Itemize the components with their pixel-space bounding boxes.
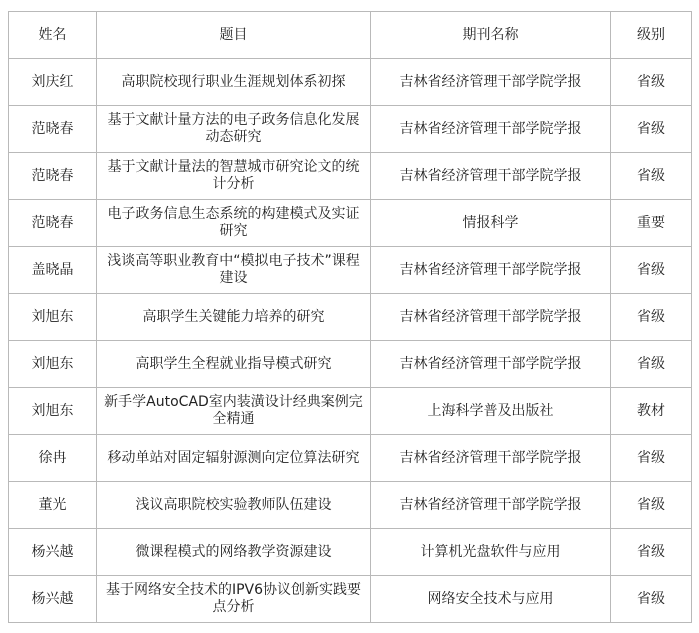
cell-level: 省级 (611, 529, 692, 576)
cell-journal: 吉林省经济管理干部学院学报 (371, 59, 611, 106)
cell-title (97, 247, 371, 294)
cell-title (97, 435, 371, 482)
header-name: 姓名 (9, 12, 97, 59)
cell-author: 盖晓晶 (9, 247, 97, 294)
cell-level: 省级 (611, 247, 692, 294)
table-header-row (9, 12, 692, 59)
cell-level: 省级 (611, 576, 692, 623)
cell-title-text: 基于网络安全技术的IPV6协议创新实践要点分析 (105, 582, 362, 615)
cell-title-text: 新手学AutoCAD室内装潢设计经典案例完全精通 (104, 394, 363, 427)
cell-journal: 吉林省经济管理干部学院学报 (371, 153, 611, 200)
cell-title (97, 294, 371, 341)
cell-level: 教材 (611, 388, 692, 435)
cell-journal: 网络安全技术与应用 (371, 576, 611, 623)
table-row (9, 341, 692, 388)
table-row (9, 247, 692, 294)
cell-title (97, 482, 371, 529)
header-journal: 期刊名称 (371, 12, 611, 59)
cell-journal: 吉林省经济管理干部学院学报 (371, 106, 611, 153)
cell-title-text: 高职学生全程就业指导模式研究 (135, 355, 332, 372)
cell-journal: 计算机光盘软件与应用 (371, 529, 611, 576)
header-title: 题目 (97, 12, 371, 59)
cell-title (97, 388, 371, 435)
table-row (9, 529, 692, 576)
cell-journal: 情报科学 (371, 200, 611, 247)
cell-author: 杨兴越 (9, 576, 97, 623)
table-row (9, 59, 692, 106)
cell-author: 范晓春 (9, 200, 97, 247)
header-level: 级别 (611, 12, 692, 59)
cell-title (97, 59, 371, 106)
cell-level: 省级 (611, 341, 692, 388)
table-row (9, 482, 692, 529)
cell-title-text: 微课程模式的网络教学资源建设 (135, 543, 332, 560)
cell-title (97, 341, 371, 388)
cell-level: 省级 (611, 482, 692, 529)
cell-author: 徐冉 (9, 435, 97, 482)
cell-author: 范晓春 (9, 153, 97, 200)
table-row (9, 576, 692, 623)
cell-journal: 吉林省经济管理干部学院学报 (371, 482, 611, 529)
cell-level: 省级 (611, 435, 692, 482)
cell-journal: 吉林省经济管理干部学院学报 (371, 294, 611, 341)
cell-title (97, 576, 371, 623)
cell-title-text: 高职学生关键能力培养的研究 (142, 308, 325, 325)
cell-title-text: 电子政务信息生态系统的构建模式及实证研究 (107, 206, 360, 239)
cell-title (97, 106, 371, 153)
cell-level: 省级 (611, 59, 692, 106)
table-row (9, 200, 692, 247)
cell-author: 刘旭东 (9, 388, 97, 435)
cell-title-text: 移动单站对固定辐射源测向定位算法研究 (107, 449, 360, 466)
cell-level: 省级 (611, 153, 692, 200)
cell-title (97, 200, 371, 247)
cell-author: 刘旭东 (9, 294, 97, 341)
cell-title (97, 153, 371, 200)
cell-journal: 吉林省经济管理干部学院学报 (371, 341, 611, 388)
cell-title-text: 高职院校现行职业生涯规划体系初探 (121, 73, 346, 90)
cell-journal: 吉林省经济管理干部学院学报 (371, 435, 611, 482)
cell-title (97, 529, 371, 576)
cell-journal: 吉林省经济管理干部学院学报 (371, 247, 611, 294)
cell-author: 杨兴越 (9, 529, 97, 576)
cell-title-text: 浅议高职院校实验教师队伍建设 (135, 496, 332, 513)
table-row (9, 435, 692, 482)
cell-level: 重要 (611, 200, 692, 247)
cell-title-text: 浅谈高等职业教育中“模拟电子技术”课程建设 (107, 253, 360, 286)
table-row (9, 153, 692, 200)
cell-level: 省级 (611, 294, 692, 341)
cell-author: 刘庆红 (9, 59, 97, 106)
table-row (9, 294, 692, 341)
cell-title-text: 基于文献计量方法的电子政务信息化发展动态研究 (107, 112, 360, 145)
cell-author: 范晓春 (9, 106, 97, 153)
cell-author: 董光 (9, 482, 97, 529)
table-row (9, 106, 692, 153)
cell-level: 省级 (611, 106, 692, 153)
cell-journal: 上海科学普及出版社 (371, 388, 611, 435)
publications-table (8, 11, 692, 623)
cell-author: 刘旭东 (9, 341, 97, 388)
cell-title-text: 基于文献计量法的智慧城市研究论文的统计分析 (107, 159, 360, 192)
table-row (9, 388, 692, 435)
